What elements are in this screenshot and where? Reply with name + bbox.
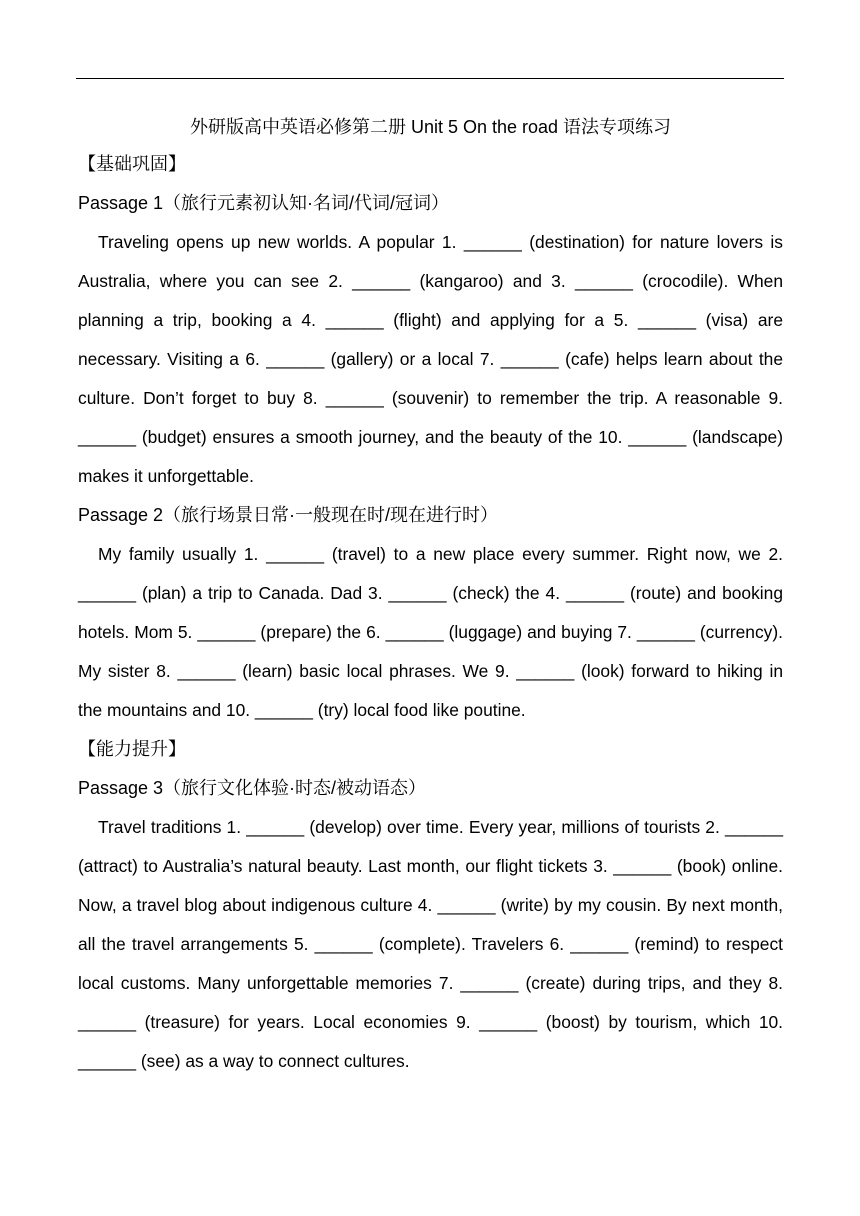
- passage-2-text: My family usually 1. ______ (travel) to a new place every summer. Right now, we 2. ______ (plan) a trip to Canada. Dad 3. ______ (check) the 4. ______ (route) and booking hotels. Mom 5. ______ (prepare) the 6. ______ (luggage) and buying 7. ______ (currency). My sister 8. ______ (learn) basic local phrases. We 9. ______ (look) forward to hiking in the mountains and 10. ______ (try) local food like poutine.: [78, 544, 783, 720]
- passage-1-text: Traveling opens up new worlds. A popular 1. ______ (destination) for nature lovers is Australia, where you can see 2. ______ (kangaroo) and 3. ______ (crocodile). When planning a trip, booking a 4. ______ (flight) and applying for a 5. ______ (visa) are necessary. Visiting a 6. ______ (gallery) or a local 7. ______ (cafe) helps learn about the culture. Don’t forget to buy 8. ______ (souvenir) to remember the trip. A reasonable 9. ______ (budget) ensures a smooth journey, and the beauty of the 10. ______ (landscape) makes it unforgettable.: [78, 232, 783, 486]
- passage-2-heading: Passage 2（旅行场景日常·一般现在时/现在进行时）: [78, 505, 499, 525]
- section-heading-advanced: 【能力提升】: [78, 739, 186, 759]
- passage-1-heading: Passage 1（旅行元素初认知·名词/代词/冠词）: [78, 193, 450, 213]
- section-heading-basic: 【基础巩固】: [78, 154, 186, 174]
- passage-3-heading: Passage 3（旅行文化体验·时态/被动语态）: [78, 778, 427, 798]
- document-content: [78, 110, 783, 1081]
- passage-3-text: Travel traditions 1. ______ (develop) over time. Every year, millions of tourists 2. ______ (attract) to Australia’s natural beauty. Last month, our flight tickets 3. ______ (book) online. Now, a travel blog about indigenous culture 4. ______ (write) by my cousin. By next month, all the travel arrangements 5. ______ (complete). Travelers 6. ______ (remind) to respect local customs. Many unforgettable memories 7. ______ (create) during trips, and they 8. ______ (treasure) for years. Local economies 9. ______ (boost) by tourism, which 10. ______ (see) as a way to connect cultures.: [78, 817, 783, 1071]
- header-rule: [76, 78, 784, 79]
- document-title: 外研版高中英语必修第二册 Unit 5 On the road 语法专项练习: [189, 117, 672, 137]
